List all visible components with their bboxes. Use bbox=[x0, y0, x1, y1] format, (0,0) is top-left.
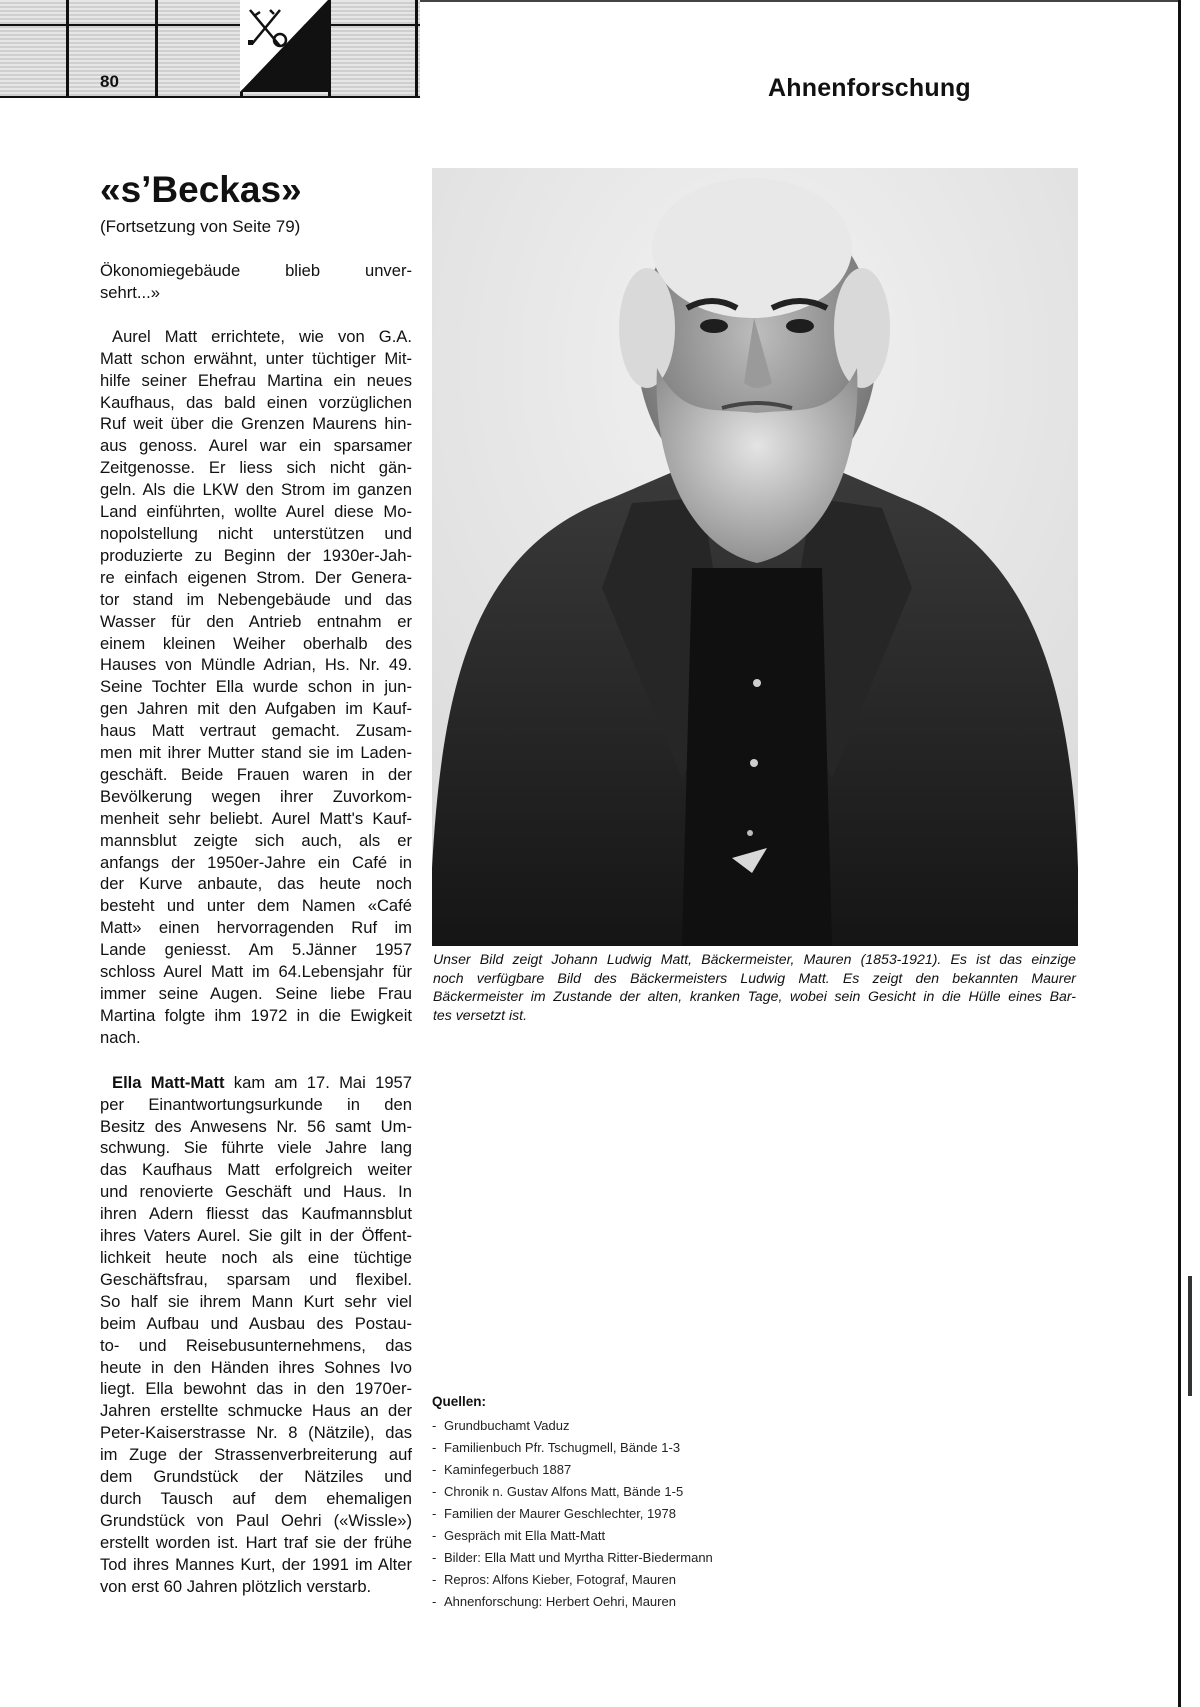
source-text: Grundbuchamt Vaduz bbox=[444, 1418, 570, 1433]
text-line: Grundstück von Paul Oehri («Wissle») bbox=[100, 1510, 412, 1530]
text-line: Geschäftsfrau, sparsam und flexibel. bbox=[100, 1269, 412, 1289]
text-line: Wasser für den Antrieb entnahm er bbox=[100, 611, 412, 631]
sources-list bbox=[432, 1393, 952, 1613]
sources-items bbox=[432, 1415, 952, 1613]
source-text: Familienbuch Pfr. Tschugmell, Bände 1-3 bbox=[444, 1440, 681, 1455]
text-line: ihren Adern fliesst das Kaufmannsblut bbox=[100, 1204, 412, 1224]
text-line: Hauses von Mündle Adrian, Hs. Nr. 49. bbox=[100, 655, 412, 675]
source-item bbox=[432, 1569, 952, 1591]
page-edge-mark bbox=[1188, 1276, 1192, 1396]
text-line bbox=[100, 1072, 412, 1094]
caption-line: Unser Bild zeigt Johann Ludwig Matt, Bäckermeister, Mauren (1853-1921). Es ist das einzige bbox=[433, 951, 1076, 967]
list-bullet: - bbox=[432, 1440, 437, 1455]
paragraph-2 bbox=[100, 326, 412, 1049]
portrait-photo bbox=[432, 168, 1078, 946]
source-item bbox=[432, 1481, 952, 1503]
text-line: So half sie ihrem Mann Kurt sehr viel bbox=[100, 1291, 412, 1311]
text-line: nach. bbox=[100, 1027, 141, 1047]
text-line: gen Jahren mit den Aufgaben im Kauf- bbox=[100, 699, 412, 719]
list-bullet: - bbox=[432, 1572, 437, 1587]
text-line-rest: kam am 17. Mai 1957 bbox=[224, 1072, 413, 1092]
crossed-keys-emblem-icon bbox=[240, 0, 328, 92]
source-text: Ahnenforschung: Herbert Oehri, Mauren bbox=[444, 1594, 676, 1609]
text-line: Matt schon erwähnt, unter tüchtiger Mit- bbox=[100, 348, 412, 368]
text-line: beim Aufbau und Ausbau des Postau- bbox=[100, 1313, 412, 1333]
text-line: Ökonomiegebäude blieb unver- bbox=[100, 261, 412, 280]
article-body bbox=[100, 260, 412, 1597]
text-line: Aurel Matt errichtete, wie von G.A. bbox=[112, 326, 412, 346]
list-bullet: - bbox=[432, 1506, 437, 1521]
text-line: per Einantwortungsurkunde in den bbox=[100, 1094, 412, 1114]
list-bullet: - bbox=[432, 1484, 437, 1499]
source-text: Kaminfegerbuch 1887 bbox=[444, 1462, 572, 1477]
paragraph-3 bbox=[100, 1072, 412, 1598]
text-line: re einfach eigenen Strom. Der Genera- bbox=[100, 567, 412, 587]
text-line: aus genoss. Aurel war ein sparsamer bbox=[100, 436, 412, 456]
header-rule bbox=[0, 24, 420, 26]
text-line: Zeitgenosse. Er liess sich nicht gän- bbox=[100, 458, 412, 478]
text-line: geschäft. Beide Frauen waren in der bbox=[100, 764, 412, 784]
list-bullet: - bbox=[432, 1462, 437, 1477]
page-edge-line bbox=[1178, 0, 1181, 1707]
section-title: Ahnenforschung bbox=[768, 74, 971, 102]
sources-title: Quellen: bbox=[432, 1394, 487, 1409]
text-line: to- und Reisebusunternehmens, das bbox=[100, 1335, 412, 1355]
source-item bbox=[432, 1437, 952, 1459]
text-line: Land einführten, wollte Aurel diese Mo- bbox=[100, 502, 412, 522]
text-line: der Kurve anbaute, das heute noch bbox=[100, 874, 412, 894]
header-divider bbox=[155, 0, 158, 96]
text-line: produzierte zu Beginn der 1930er-Jah- bbox=[100, 545, 412, 565]
header-strip bbox=[0, 0, 420, 98]
source-item bbox=[432, 1415, 952, 1437]
text-line: heute in den Händen ihres Sohnes Ivo bbox=[100, 1357, 412, 1377]
article-column bbox=[100, 168, 412, 1597]
text-line: ihres Vaters Aurel. Sie gilt in der Öffent- bbox=[100, 1226, 412, 1246]
text-line: hilfe seiner Ehefrau Martina ein neues bbox=[100, 370, 412, 390]
source-item bbox=[432, 1591, 952, 1613]
text-line: einem kleinen Weiher oberhalb des bbox=[100, 633, 412, 653]
text-line: Peter-Kaiserstrasse Nr. 8 (Nätzile), das bbox=[100, 1423, 412, 1443]
text-line: nopolstellung nicht unterstützen und bbox=[100, 523, 412, 543]
list-bullet: - bbox=[432, 1550, 437, 1565]
text-line: von erst 60 Jahren plötzlich verstarb. bbox=[100, 1576, 372, 1596]
text-line: tor stand im Nebengebäude und das bbox=[100, 589, 412, 609]
text-line: sehrt...» bbox=[100, 282, 160, 302]
text-line: dem Grundstück der Nätziles und bbox=[100, 1467, 412, 1487]
text-line: Jahren erstellte schmucke Haus an der bbox=[100, 1401, 412, 1421]
list-bullet: - bbox=[432, 1418, 437, 1433]
text-line: Besitz des Anwesens Nr. 56 samt Um- bbox=[100, 1116, 412, 1136]
source-text: Gespräch mit Ella Matt-Matt bbox=[444, 1528, 606, 1543]
source-item bbox=[432, 1503, 952, 1525]
source-text: Familien der Maurer Geschlechter, 1978 bbox=[444, 1506, 676, 1521]
source-text: Repros: Alfons Kieber, Fotograf, Mauren bbox=[444, 1572, 676, 1587]
source-item bbox=[432, 1525, 952, 1547]
photo-caption bbox=[433, 950, 1076, 1024]
caption-line: Bäckermeister im Zustande der alten, kranken Tage, wobei sein Gesicht in die Hülle eines Bar- bbox=[433, 988, 1076, 1005]
top-rule bbox=[420, 0, 1180, 2]
text-line: schloss Aurel Matt im 64.Lebensjahr für bbox=[100, 962, 412, 982]
article-title: «s’Beckas» bbox=[100, 169, 302, 210]
article-subtitle: (Fortsetzung von Seite 79) bbox=[100, 217, 301, 236]
text-line: durch Tausch auf dem ehemaligen bbox=[100, 1488, 412, 1508]
text-line: Ruf weit über die Grenzen Maurens hin- bbox=[100, 414, 412, 434]
text-line: immer seine Augen. Seine liebe Frau bbox=[100, 984, 412, 1003]
text-line: menheit sehr beliebt. Aurel Matt's Kauf- bbox=[100, 808, 412, 828]
text-line: schwung. Sie führte viele Jahre lang bbox=[100, 1138, 412, 1158]
caption-line: tes versetzt ist. bbox=[433, 1006, 527, 1023]
text-line: besteht und unter dem Namen «Café bbox=[100, 896, 412, 916]
header-divider bbox=[415, 0, 418, 96]
text-line: anfangs der 1950er-Jahre ein Café in bbox=[100, 852, 412, 872]
text-line: Martina folgte ihm 1972 in die Ewigkeit bbox=[100, 1005, 412, 1025]
text-line: Lande geniesst. Am 5.Jänner 1957 bbox=[100, 940, 412, 960]
header-divider bbox=[328, 0, 331, 96]
header-divider bbox=[66, 0, 69, 96]
source-item bbox=[432, 1459, 952, 1481]
caption-line: noch verfügbare Bild des Bäckermeisters Ludwig Matt. Es zeigt den bekannten Maurer bbox=[433, 969, 1076, 986]
source-text: Bilder: Ella Matt und Myrtha Ritter-Biedermann bbox=[444, 1550, 713, 1565]
text-line: lichkeit heute noch als eine tüchtige bbox=[100, 1247, 412, 1267]
text-line: haus Matt vertraut gemacht. Zusam- bbox=[100, 721, 412, 741]
text-line: Matt» einen hervorragenden Ruf im bbox=[100, 918, 412, 938]
person-name: Ella Matt-Matt bbox=[112, 1072, 225, 1092]
page-number: 80 bbox=[100, 72, 119, 91]
text-line: mannsblut zeigte sich auch, als er bbox=[100, 830, 412, 850]
text-line: das Kaufhaus Matt erfolgreich weiter bbox=[100, 1160, 412, 1180]
text-line: erstellt worden ist. Hart traf sie der frühe bbox=[100, 1532, 412, 1552]
list-bullet: - bbox=[432, 1594, 437, 1609]
paragraph-1 bbox=[100, 260, 412, 304]
text-line: men mit ihrer Mutter stand sie im Laden- bbox=[100, 743, 412, 763]
text-line: und renovierte Geschäft und Haus. In bbox=[100, 1182, 412, 1202]
text-line: im Zuge der Strassenverbreiterung auf bbox=[100, 1445, 412, 1465]
list-bullet: - bbox=[432, 1528, 437, 1543]
text-line: liegt. Ella bewohnt das in den 1970er- bbox=[100, 1379, 412, 1399]
source-text: Chronik n. Gustav Alfons Matt, Bände 1-5 bbox=[444, 1484, 684, 1499]
text-line: Kaufhaus, das bald einen vorzüglichen bbox=[100, 392, 412, 412]
source-item bbox=[432, 1547, 952, 1569]
text-line: Tod ihres Mannes Kurt, der 1991 im Alter bbox=[100, 1554, 412, 1574]
text-line: Seine Tochter Ella wurde schon in jun- bbox=[100, 677, 412, 697]
text-line: geln. Als die LKW den Strom im ganzen bbox=[100, 480, 412, 500]
text-line: Bevölkerung wegen ihrer Zuvorkom- bbox=[100, 786, 412, 806]
